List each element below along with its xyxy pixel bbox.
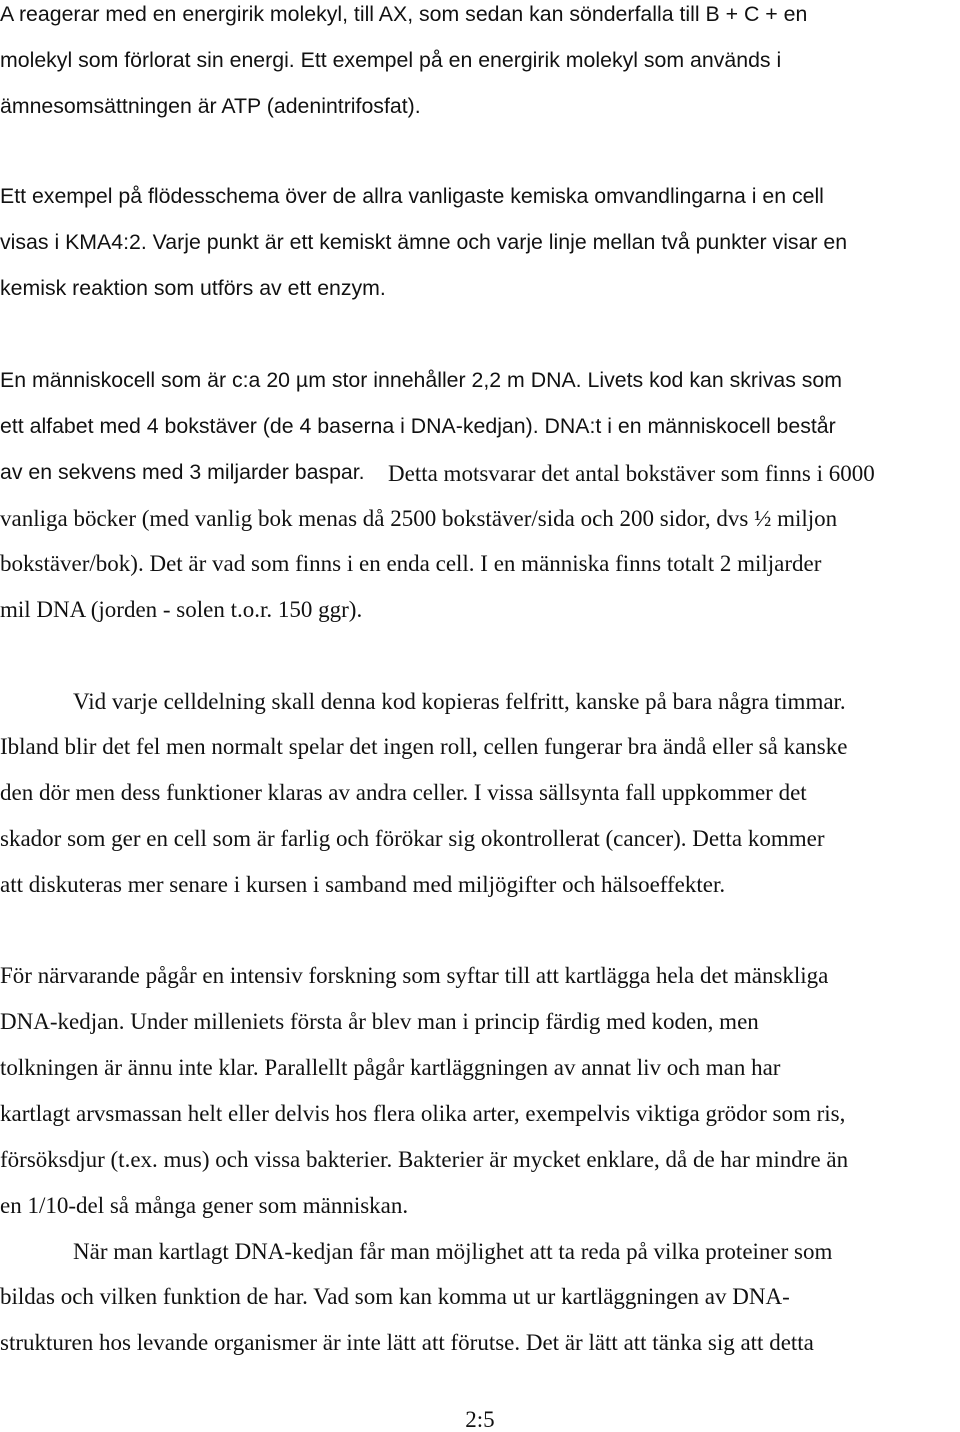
text-line: att diskuteras mer senare i kursen i samband med miljögifter och hälsoeffekter. (0, 872, 726, 897)
text-line: Detta motsvarar det antal bokstäver som finns i 6000 (388, 461, 875, 486)
text-line: vanliga böcker (med vanlig bok menas då 2500 bokstäver/sida och 200 sidor, dvs ½ miljon (0, 506, 838, 531)
page-number: 2:5 (465, 1407, 495, 1432)
text-line: kemisk reaktion som utförs av ett enzym. (0, 276, 386, 300)
text-line: skador som ger en cell som är farlig och förökar sig okontrollerat (cancer). Detta kommer (0, 826, 825, 851)
text-line: ett alfabet med 4 bokstäver (de 4 baserna i DNA-kedjan). DNA:t i en människocell består (0, 414, 836, 438)
text-line: den dör men dess funktioner klaras av andra celler. I vissa sällsynta fall uppkommer det (0, 780, 807, 805)
text-line: molekyl som förlorat sin energi. Ett exempel på en energirik molekyl som används i (0, 48, 782, 72)
text-line: strukturen hos levande organismer är inte lätt att förutse. Det är lätt att tänka sig att detta (0, 1330, 814, 1355)
text-line: För närvarande pågår en intensiv forskning som syftar till att kartlägga hela det mänskliga (0, 963, 829, 988)
text-line: En människocell som är c:a 20 µm stor innehåller 2,2 m DNA. Livets kod kan skrivas som (0, 368, 842, 392)
text-line: DNA-kedjan. Under milleniets första år blev man i princip färdig med koden, men (0, 1009, 759, 1034)
text-line: en 1/10-del så många gener som människan. (0, 1193, 409, 1218)
text-line: visas i KMA4:2. Varje punkt är ett kemiskt ämne och varje linje mellan två punkter visar en (0, 230, 848, 254)
text-line: När man kartlagt DNA-kedjan får man möjlighet att ta reda på vilka proteiner som (73, 1239, 833, 1264)
text-line: mil DNA (jorden - solen t.o.r. 150 ggr). (0, 597, 363, 622)
text-line: bildas och vilken funktion de har. Vad som kan komma ut ur kartläggningen av DNA- (0, 1284, 790, 1309)
text-line: kartlagt arvsmassan helt eller delvis hos flera olika arter, exempelvis viktiga grödor som ris, (0, 1101, 846, 1126)
text-line: av en sekvens med 3 miljarder baspar. (0, 460, 365, 484)
text-line: A reagerar med en energirik molekyl, till AX, som sedan kan sönderfalla till B + C + en (0, 2, 808, 26)
text-line: ämnesomsättningen är ATP (adenintrifosfat). (0, 94, 421, 118)
text-line: Ett exempel på flödesschema över de allra vanligaste kemiska omvandlingarna i en cell (0, 184, 824, 208)
text-line: försöksdjur (t.ex. mus) och vissa bakterier. Bakterier är mycket enklare, då de har mindre än (0, 1147, 849, 1172)
text-line: bokstäver/bok). Det är vad som finns i en enda cell. I en människa finns totalt 2 miljarder (0, 551, 822, 576)
text-line: Ibland blir det fel men normalt spelar det ingen roll, cellen fungerar bra ändå eller så kanske (0, 734, 848, 759)
text-line: Vid varje celldelning skall denna kod kopieras felfritt, kanske på bara några timmar. (73, 689, 846, 714)
text-line: tolkningen är ännu inte klar. Parallellt pågår kartläggningen av annat liv och man har (0, 1055, 781, 1080)
